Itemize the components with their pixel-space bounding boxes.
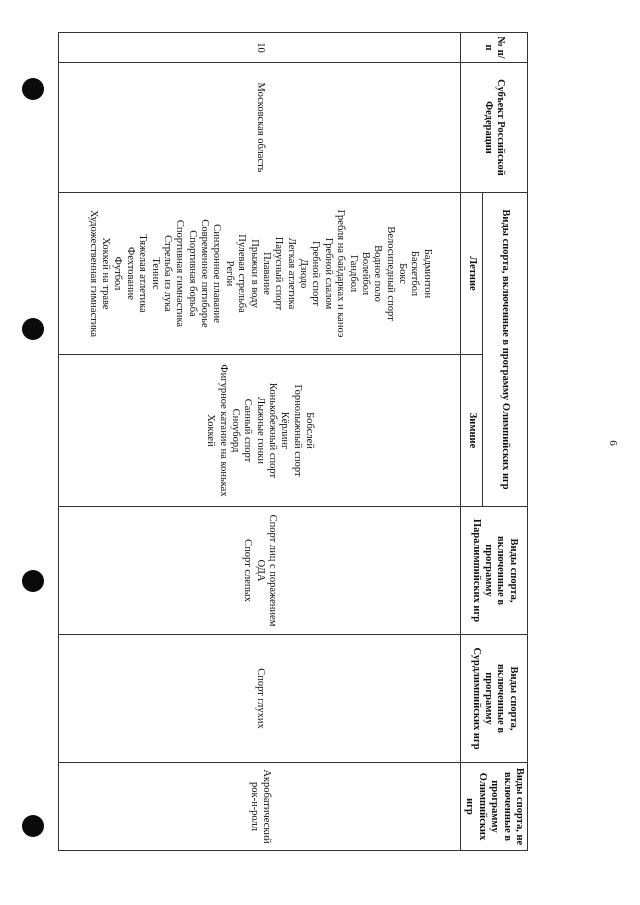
header-num: № п/п [461,33,528,63]
sport-item: Гребной слалом [322,237,334,310]
sport-item: Бадминтон [421,248,433,299]
sport-item: Современное пятиборье [199,219,211,328]
header-winter: Зимние [461,355,483,507]
cell-winter-sports [59,355,461,507]
sport-item: Бобслей [304,412,316,449]
sport-item: Регби [223,260,235,287]
sport-item: Плавание [260,252,272,295]
sport-item: Лыжные гонки [254,396,266,465]
cell-summer-sports [59,193,461,355]
cell-num: 10 [59,33,461,63]
punch-hole-1 [22,78,44,100]
sport-item: Гандбол [347,254,359,293]
sport-item: Спортивная борьба [186,230,198,317]
header-deaflympic: Виды спорта, включенные в программу Сурдлимпийских игр [461,635,528,763]
punch-hole-4 [22,815,44,837]
header-row [482,33,527,851]
header-paralympic: Виды спорта, включенные в программу Паралимпийских игр [461,507,528,635]
sport-item: Теннис [149,257,161,290]
sport-item: Горнолыжный спорт [291,384,303,477]
sport-item: Санный спорт [242,398,254,463]
sport-item: Волейбол [359,251,371,296]
sport-item: Дзюдо [298,258,310,289]
cell-subject: Московская область [59,63,461,193]
sport-item: Фигурное катание на коньках [217,364,229,497]
sport-item: Пулевая стрельба [236,234,248,313]
cell-paralympic-sports [59,507,461,635]
sport-item: Конькобежный спорт [267,382,279,479]
sport-item: Хоккей [205,414,217,447]
sport-item: Синхронное плавание [211,224,223,323]
sports-table [58,32,528,851]
sport-item: Велосипедный спорт [384,226,396,321]
sport-item: Стрельба из лука [161,235,173,312]
sport-item: Тяжелая атлетика [137,234,149,313]
sport-item: Бокс [397,263,409,284]
cell-deaflympic-sports [59,635,461,763]
sport-item: Парусный спорт [273,236,285,311]
sport-item: Хоккей на траве [100,237,112,310]
sport-item: Гребной спорт [310,240,322,306]
header-olympic: Виды спорта, включенные в программу Олимпийских игр [482,193,527,507]
sport-item: Спорт лиц с поражением ОДА [254,514,279,627]
sport-item: Гребля на байдарках и каноэ [335,209,347,338]
table-row [59,33,461,851]
cell-non-olympic-sports [59,763,461,851]
sport-item: Художественная гимнастика [87,209,99,338]
punch-hole-2 [22,318,44,340]
sport-item: Спорт глухих [254,668,266,729]
header-non-olympic: Виды спорта, не включенные в программу Олимпийских игр [461,763,528,851]
page-number: 6 [606,440,619,446]
sport-item: Фехтование [124,247,136,300]
sport-item: Баскетбол [409,250,421,297]
sport-item: Легкая атлетика [285,237,297,310]
sport-item: Кёрлинг [279,411,291,450]
table-rotator [58,32,528,850]
header-summer: Летние [461,193,483,355]
sport-item: Водное поло [372,245,384,302]
sport-item: Футбол [112,256,124,291]
sport-item: Спортивная гимнастика [174,219,186,328]
sport-item: Прыжки в воду [248,239,260,308]
sport-item: Сноуборд [230,408,241,453]
sport-item: Спорт слепых [242,539,254,602]
sport-item: Акробатический рок-н-ролл [248,769,272,844]
punch-hole-3 [22,570,44,592]
header-subject: Субъект Российской Федерации [461,63,528,193]
